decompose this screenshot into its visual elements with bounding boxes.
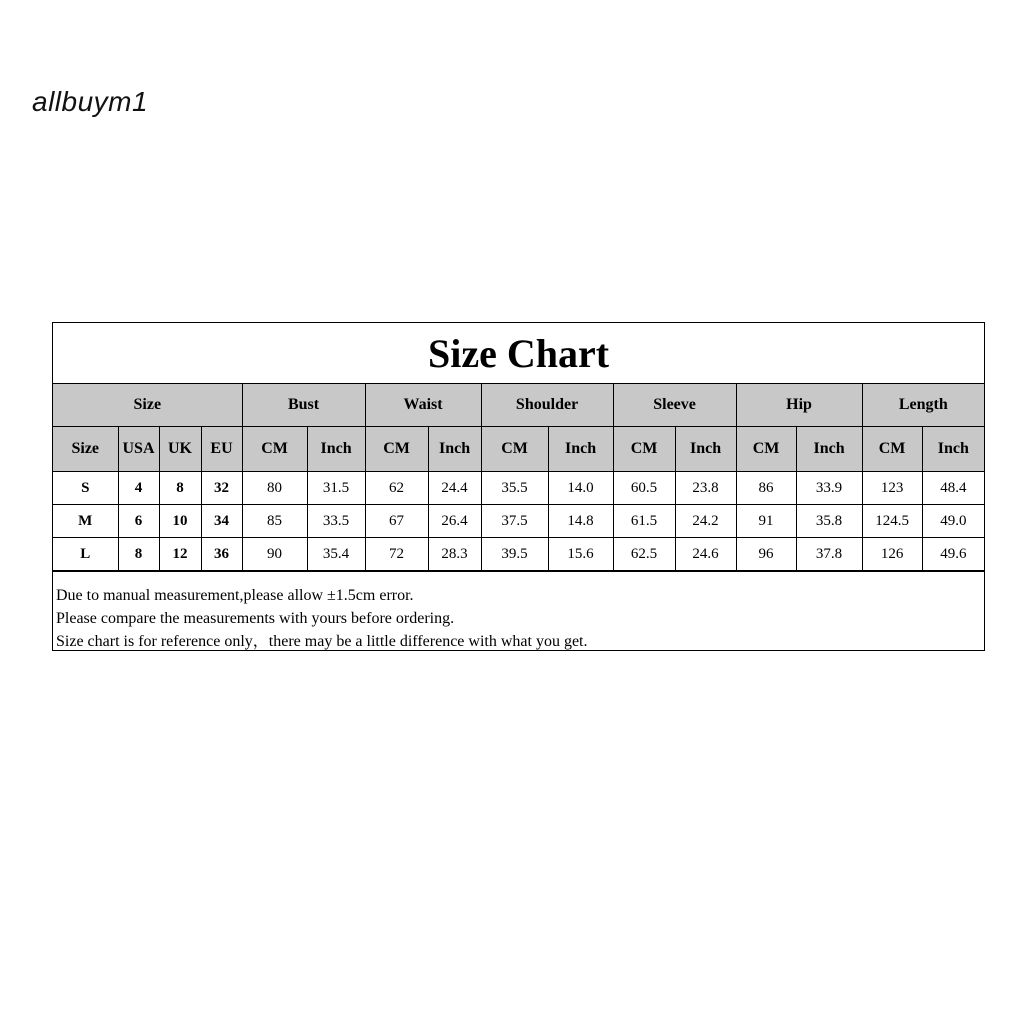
table-cell: 14.8 xyxy=(548,505,613,538)
table-cell: 35.4 xyxy=(307,538,365,571)
table-cell: 31.5 xyxy=(307,472,365,505)
group-header-row xyxy=(53,384,984,427)
table-cell: 35.5 xyxy=(481,472,548,505)
table-cell: M xyxy=(53,505,118,538)
table-cell: 67 xyxy=(365,505,428,538)
table-cell: 10 xyxy=(159,505,201,538)
table-cell: 126 xyxy=(862,538,922,571)
table-cell: 86 xyxy=(736,472,796,505)
table-cell: 39.5 xyxy=(481,538,548,571)
note-line: Please compare the measurements with yours before ordering. xyxy=(56,610,455,627)
table-cell: 8 xyxy=(159,472,201,505)
note-line: Size chart is for reference only，there may be a little difference with what you get. xyxy=(56,633,588,650)
table-cell: 123 xyxy=(862,472,922,505)
sub-header: Inch xyxy=(307,427,365,472)
table-cell: 85 xyxy=(242,505,307,538)
table-cell: 26.4 xyxy=(428,505,481,538)
table-cell: 23.8 xyxy=(675,472,736,505)
sub-header: EU xyxy=(201,427,242,472)
sub-header: Inch xyxy=(548,427,613,472)
table-cell: 12 xyxy=(159,538,201,571)
table-cell: 28.3 xyxy=(428,538,481,571)
table-cell: 4 xyxy=(118,472,159,505)
size-table xyxy=(53,384,984,571)
table-cell: 49.6 xyxy=(922,538,984,571)
table-cell: 96 xyxy=(736,538,796,571)
sub-header: USA xyxy=(118,427,159,472)
table-cell: 80 xyxy=(242,472,307,505)
table-cell: 62 xyxy=(365,472,428,505)
table-cell: 33.9 xyxy=(796,472,862,505)
group-header: Size xyxy=(53,384,242,427)
table-cell: 124.5 xyxy=(862,505,922,538)
table-cell: 6 xyxy=(118,505,159,538)
sub-header: CM xyxy=(481,427,548,472)
table-cell: 61.5 xyxy=(613,505,675,538)
sub-header: Inch xyxy=(675,427,736,472)
watermark-logo: allbuym1 xyxy=(32,86,149,117)
group-header: Length xyxy=(862,384,984,427)
sub-header: Size xyxy=(53,427,118,472)
table-cell: 34 xyxy=(201,505,242,538)
sub-header: CM xyxy=(242,427,307,472)
table-row xyxy=(53,505,984,538)
table-cell: 48.4 xyxy=(922,472,984,505)
table-cell: 8 xyxy=(118,538,159,571)
group-header: Shoulder xyxy=(481,384,613,427)
sub-header: CM xyxy=(613,427,675,472)
table-cell: 91 xyxy=(736,505,796,538)
note-line: Due to manual measurement,please allow ±1.5cm error. xyxy=(56,587,414,604)
group-header: Sleeve xyxy=(613,384,736,427)
table-cell: 14.0 xyxy=(548,472,613,505)
size-chart xyxy=(52,322,985,651)
table-cell: 60.5 xyxy=(613,472,675,505)
chart-title: Size Chart xyxy=(53,323,984,384)
table-cell: 37.8 xyxy=(796,538,862,571)
table-cell: S xyxy=(53,472,118,505)
table-row xyxy=(53,538,984,571)
table-cell: 37.5 xyxy=(481,505,548,538)
table-cell: 24.4 xyxy=(428,472,481,505)
table-row xyxy=(53,472,984,505)
sub-header: CM xyxy=(365,427,428,472)
table-cell: 90 xyxy=(242,538,307,571)
sub-header: Inch xyxy=(428,427,481,472)
table-cell: 49.0 xyxy=(922,505,984,538)
sub-header: CM xyxy=(862,427,922,472)
group-header: Bust xyxy=(242,384,365,427)
table-cell: 62.5 xyxy=(613,538,675,571)
table-cell: L xyxy=(53,538,118,571)
table-cell: 32 xyxy=(201,472,242,505)
table-cell: 24.6 xyxy=(675,538,736,571)
sub-header-row xyxy=(53,427,984,472)
group-header: Hip xyxy=(736,384,862,427)
table-cell: 72 xyxy=(365,538,428,571)
sub-header: UK xyxy=(159,427,201,472)
table-cell: 36 xyxy=(201,538,242,571)
sub-header: CM xyxy=(736,427,796,472)
table-cell: 33.5 xyxy=(307,505,365,538)
table-cell: 35.8 xyxy=(796,505,862,538)
table-cell: 15.6 xyxy=(548,538,613,571)
group-header: Waist xyxy=(365,384,481,427)
table-cell: 24.2 xyxy=(675,505,736,538)
sub-header: Inch xyxy=(922,427,984,472)
notes-block xyxy=(53,571,984,650)
sub-header: Inch xyxy=(796,427,862,472)
